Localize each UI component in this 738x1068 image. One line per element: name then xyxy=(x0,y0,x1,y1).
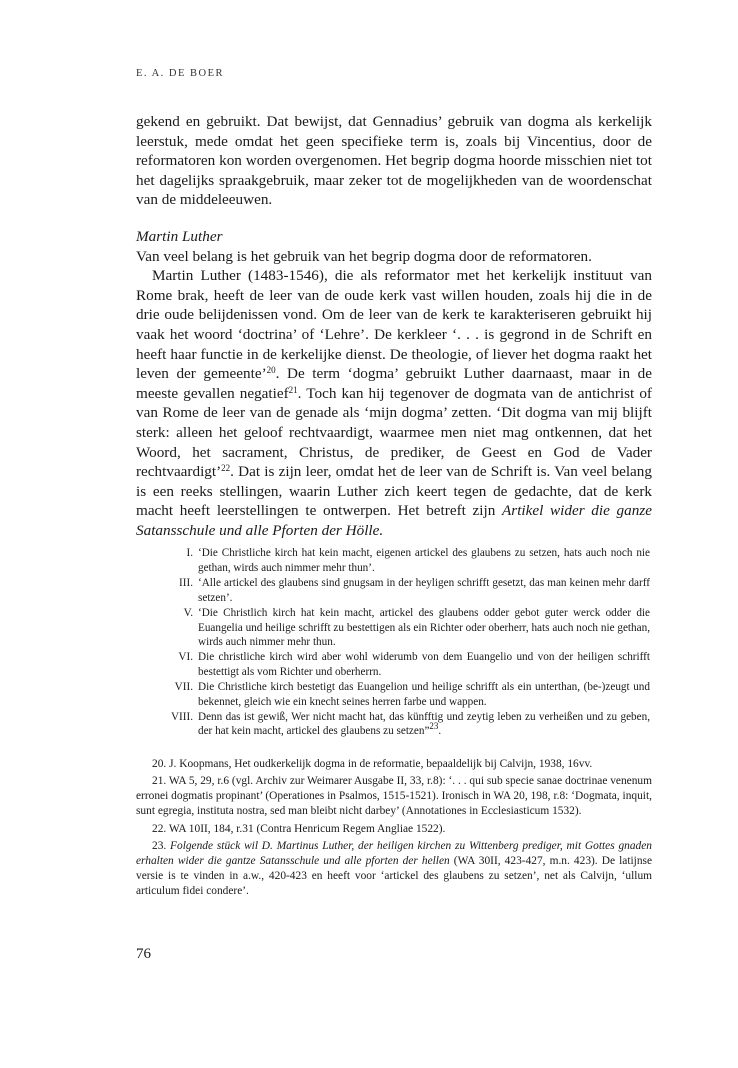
section-heading: Martin Luther xyxy=(136,227,223,245)
thesis-item xyxy=(136,576,652,605)
thesis-text: ‘Die Christlich kirch hat kein macht, artickel des glaubens odder gebot guter werck odder die Euangelia und heilige schrifft zu bestettigen als ein Richter oder oberherr, hats auch noch nie gethan, wirds auch nimmer mehr thun. xyxy=(198,607,650,648)
luther-text-2: . De term ‘dogma’ gebruikt Luther daarnaast, maar in de meeste gevallen negatief xyxy=(136,365,652,402)
thesis-item xyxy=(136,650,652,679)
footnote-23 xyxy=(136,839,652,899)
intro-paragraph: Van veel belang is het gebruik van het begrip dogma door de reformatoren. xyxy=(136,247,592,265)
luther-paragraph xyxy=(136,266,652,540)
luther-text-3: . Toch kan hij tegenover de dogmata van de antichrist of van Rome de leer van de genade als ‘mijn dogma’ zetten. ‘Dit dogma van mij blijft sterk: alleen het geloof rechtvaardigt, waarmee men niet mag ontkennen, dat het Woord, het sacrament, Christus, de prediker, de Geest en God de Vader rechtvaardigt’ xyxy=(136,384,652,481)
thesis-text xyxy=(198,710,652,739)
thesis-text: ‘Alle artickel des glaubens sind gnugsam in der heyligen schrifft gesetzt, das man keinen mehr darff setzen’. xyxy=(198,577,650,604)
thesis-item xyxy=(136,710,652,739)
thesis-number: V. xyxy=(183,607,193,620)
running-header: E. A. DE BOER xyxy=(136,68,225,79)
footnote-ref-20[interactable]: 20 xyxy=(266,365,276,376)
footnotes xyxy=(136,757,652,900)
work-title: Artikel wider die ganze Satansschule und alle Pforten der Hölle. xyxy=(136,502,652,539)
footnote-23-text: (WA 30II, 423-427, m.n. 423). De latijnse versie is te vinden in a.w., 420-423 en heeft voor ‘artickel des glaubens zu setzen’, net als Calvijn, ‘ullum articulum fidei condere’. xyxy=(136,855,653,898)
page-number: 76 xyxy=(136,946,151,962)
thesis-end: . xyxy=(438,725,442,738)
thesis-item xyxy=(136,680,652,709)
footnote-23-title: Folgende stück wil D. Martinus Luther, der heiligen kirchen zu Wittenberg prediger, mit Gottes gnaden erhalten wider die gantze Satansschule und alle pforten der hellen xyxy=(136,840,652,868)
footnote-20: 20. J. Koopmans, Het oudkerkelijk dogma in de reformatie, bepaaldelijk bij Calvijn, 1938, 16vv. xyxy=(152,757,593,770)
thesis-number: VI. xyxy=(178,651,193,664)
thesis-number: VII. xyxy=(174,681,193,694)
thesis-text: ‘Die Christliche kirch hat kein macht, eigenen artickel des glaubens zu setzen, hats auch noch nie gethan, wirds auch nimmer mehr thun’. xyxy=(198,547,650,574)
continued-paragraph: gekend en gebruikt. Dat bewijst, dat Gennadius’ gebruik van dogma als kerkelijk leerstuk, mede omdat het geen specifieke term is, zoals bij Vincentius, door de reformatoren kon worden overgenomen. Het begrip dogma hoorde misschien niet tot het dagelijks spraakgebruik, maar zeker tot de mogelijkheden van de woordenschat van de middeleeuwen. xyxy=(136,113,652,209)
luther-text-4: . Dat is zijn leer, omdat het de leer van de Schrift is. Van veel belang is een reeks stellingen, waarin Luther zich keert tegen de gedachte, dat de kerk macht heeft leerstellingen te ontwerpen. Het betreft zijn xyxy=(136,463,652,520)
thesis-text: Die Christliche kirch bestetigt das Euangelion und heilige schrifft als ein unterthan, (be-)zeugt und bekennet, gleich wie ein knecht seines herren farbe und wappen. xyxy=(198,681,650,708)
thesis-text: Die christliche kirch wird aber wohl widerumb von dem Euangelio und von der heiligen schrifft bestettigt als vom Richter und oberherrn. xyxy=(198,651,650,678)
footnote-22: 22. WA 10II, 184, r.31 (Contra Henricum Regem Angliae 1522). xyxy=(152,822,446,835)
quoted-theses xyxy=(136,546,652,738)
footnote-ref-21[interactable]: 21 xyxy=(288,384,298,395)
thesis-text-body: Denn das ist gewiß, Wer nicht macht hat, das künfftig und zeytig leben zu verheißen und zu geben, der hat kein macht, artickel des glaubens zu setzen” xyxy=(198,710,650,738)
footnote-ref-23[interactable]: 23 xyxy=(429,721,439,732)
thesis-number: III. xyxy=(179,577,193,590)
footnote-21: 21. WA 5, 29, r.6 (vgl. Archiv zur Weimarer Ausgabe II, 33, r.8): ‘. . . qui sub specie sanae doctrinae venenum erronei dogmatis propinant’ (Operationes in Psalmos, 1515-1521). Ironisch in WA 20, 198, r.8: ‘Dogmata, inquit, sunt egregia, instituta nostra, sed man bleibt nicht darbey’ (Annotationes in Ecclesiasticum 1532). xyxy=(136,775,652,818)
thesis-number: VIII. xyxy=(170,710,193,723)
thesis-item xyxy=(136,546,652,575)
luther-text-1: Martin Luther (1483-1546), die als reformator met het kerkelijk instituut van Rome brak, heeft de leer van de oude kerk vast willen houden, zoals hij die in de drie oude belijdenissen vond. Om de leer van de kerk te karakteriseren gebruikt hij vaak het woord ‘doctrina’ of ‘Lehre’. De kerkleer ‘. . . is gegrond in de Schrift en heeft haar functie in de kerkelijke dienst. De theologie, of liever het dogma raakt het leven der gemeente’ xyxy=(136,267,652,383)
footnote-ref-22[interactable]: 22 xyxy=(221,463,231,474)
thesis-item xyxy=(136,606,652,649)
footnote-23-number: 23. xyxy=(152,840,171,853)
main-content xyxy=(136,112,652,902)
thesis-number: I. xyxy=(186,547,193,560)
